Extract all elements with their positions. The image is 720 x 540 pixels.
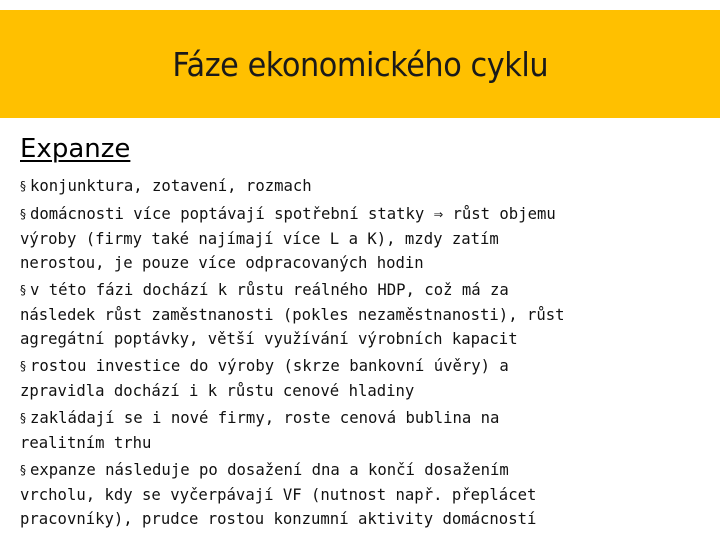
bullet-line: § expanze následuje po dosažení dna a končí dosažením: [20, 458, 710, 483]
bullet-line: vrcholu, kdy se vyčerpávají VF (nutnost např. přeplácet: [20, 486, 537, 504]
bullet-line: následek růst zaměstnanosti (pokles nezaměstnanosti), růst: [20, 306, 565, 324]
bullet-line: § domácnosti více poptávají spotřební statky ⇒ růst objemu: [20, 202, 710, 227]
slide-title: Fáze ekonomického cyklu: [172, 44, 548, 84]
bullet-item: [20, 174, 710, 199]
bullet-item: [20, 202, 710, 275]
bullet-list: [20, 174, 710, 534]
bullet-line: § rostou investice do výroby (skrze bankovní úvěry) a: [20, 354, 710, 379]
bullet-line: výroby (firmy také najímají více L a K), mzdy zatím: [20, 230, 499, 248]
bullet-line: zpravidla dochází i k růstu cenové hladiny: [20, 382, 415, 400]
bullet-marker-icon: §: [20, 179, 26, 193]
bullet-item: [20, 458, 710, 531]
bullet-marker-icon: §: [20, 283, 26, 297]
bullet-line: realitním trhu: [20, 434, 152, 452]
bullet-line: § zakládají se i nové firmy, roste cenová bublina na: [20, 406, 710, 431]
bullet-line: § konjunktura, zotavení, rozmach: [20, 174, 710, 199]
bullet-line: § v této fázi dochází k růstu reálného HDP, což má za: [20, 278, 710, 303]
bullet-marker-icon: §: [20, 359, 26, 373]
title-banner: [0, 10, 720, 118]
bullet-item: [20, 354, 710, 403]
bullet-marker-icon: §: [20, 207, 26, 221]
section-heading: Expanze: [20, 134, 131, 164]
bullet-item: [20, 406, 710, 455]
bullet-line: pracovníky), prudce rostou konzumní aktivity domácností: [20, 510, 537, 528]
bullet-marker-icon: §: [20, 463, 26, 477]
bullet-item: [20, 278, 710, 351]
bullet-line: nerostou, je pouze více odpracovaných hodin: [20, 254, 424, 272]
bullet-line: agregátní poptávky, větší využívání výrobních kapacit: [20, 330, 518, 348]
bullet-marker-icon: §: [20, 411, 26, 425]
